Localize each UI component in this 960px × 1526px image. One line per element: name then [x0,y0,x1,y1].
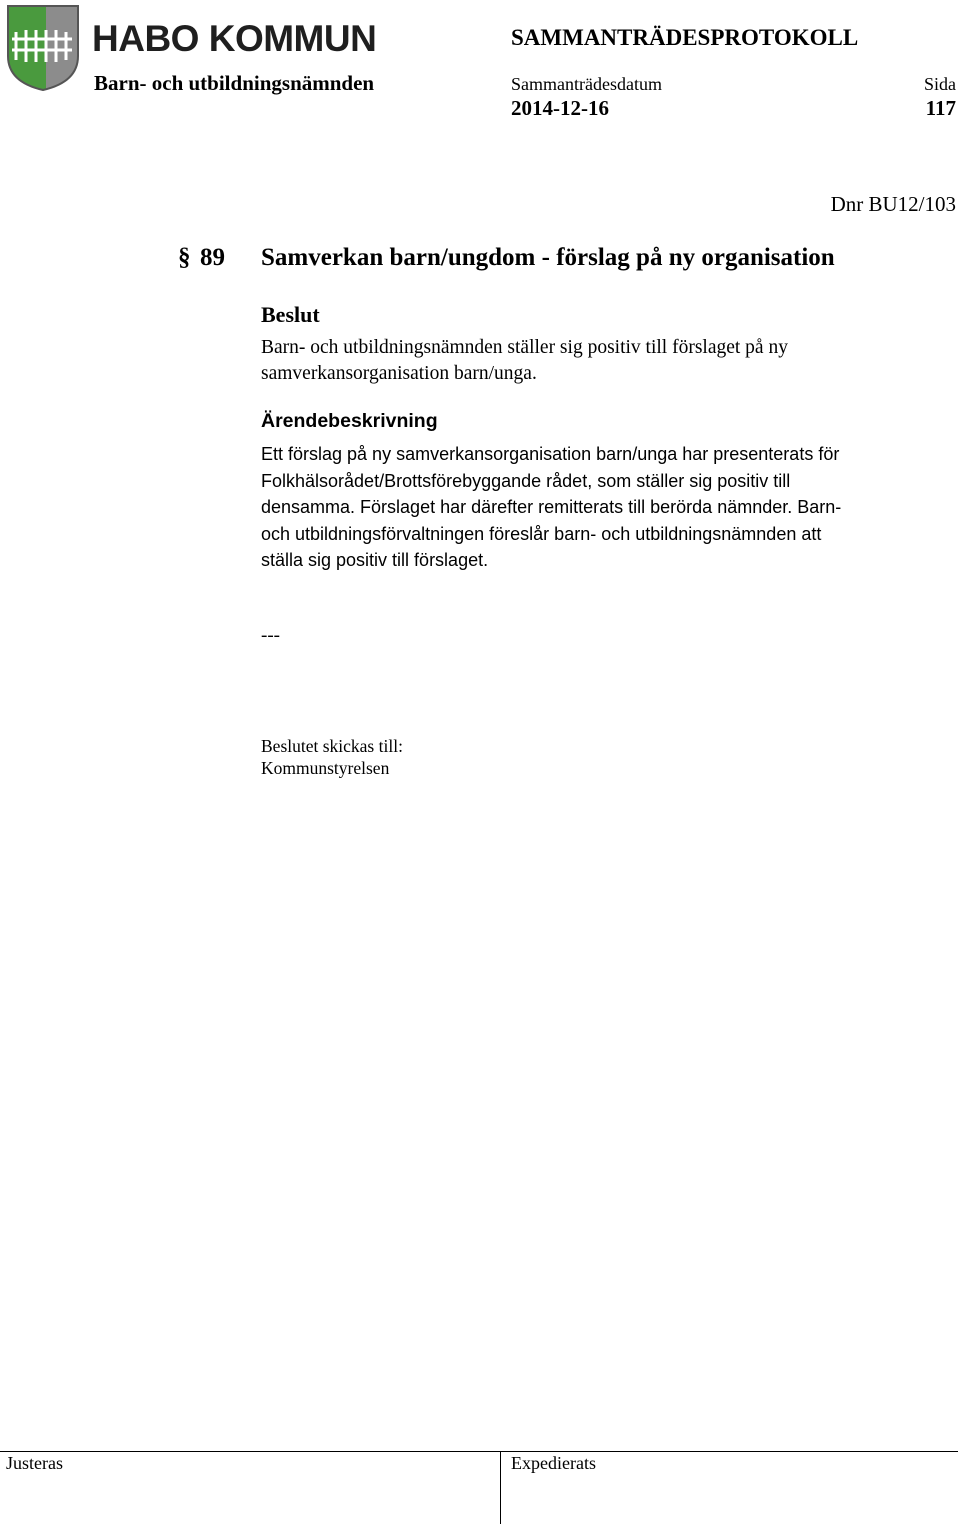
footer-divider [500,1451,501,1524]
habo-coat-of-arms-icon [6,4,80,92]
description-line: Folkhälsorådet/Brottsförebyggande rådet, som ställer sig positiv till [261,470,791,491]
distribution-label: Beslutet skickas till: [261,736,403,756]
page-label: Sida [923,74,956,94]
board-name: Barn- och utbildningsnämnden [94,71,375,95]
description-heading: Ärendebeskrivning [261,410,438,432]
section-symbol: § [178,244,191,271]
meeting-date-value: 2014-12-16 [511,96,609,120]
footer-rule [0,1451,958,1452]
distribution-recipient: Kommunstyrelsen [261,758,390,778]
diary-number: Dnr BU12/103 [830,192,956,216]
description-text [261,441,941,574]
decision-text: Barn- och utbildningsnämnden ställer sig positiv till förslaget på ny samverkansorganisation barn/unga. [261,337,788,384]
description-line: ställa sig positiv till förslaget. [261,550,489,570]
footer-expedierats: Expedierats [511,1453,596,1473]
separator: --- [261,625,280,646]
decision-heading: Beslut [261,302,320,327]
description-line: densamma. Förslaget har därefter remitterats till berörda nämnder. Barn- [261,497,842,517]
description-line: Ett förslag på ny samverkansorganisation barn/unga har presenterats för [261,444,840,464]
meeting-date-label: Sammanträdesdatum [511,74,662,94]
logo-wordmark: HABO KOMMUN [92,18,377,59]
description-line: och utbildningsförvaltningen föreslår barn- och utbildningsnämnden att [261,523,822,544]
section-number: 89 [200,244,225,271]
footer-justeras: Justeras [6,1453,63,1473]
section-title: Samverkan barn/ungdom - förslag på ny organisation [261,244,835,271]
page-number: 117 [925,96,956,120]
document-type: SAMMANTRÄDESPROTOKOLL [511,25,859,50]
